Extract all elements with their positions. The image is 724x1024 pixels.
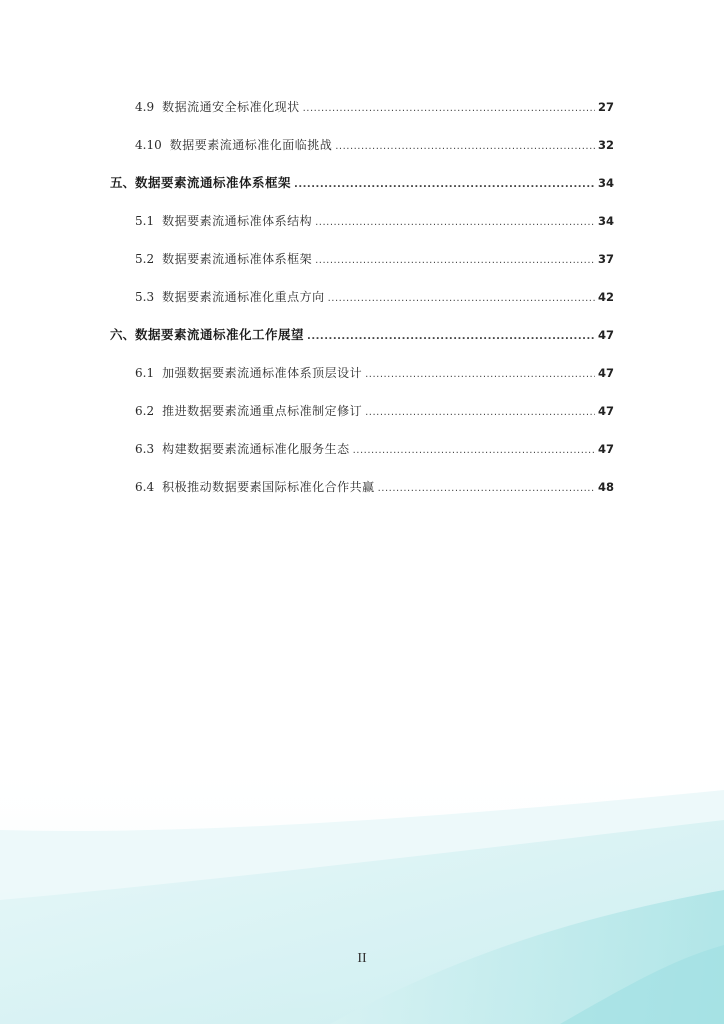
toc-entry-title: 加强数据要素流通标准体系顶层设计 xyxy=(162,366,363,380)
toc-entry-title: 数据流通安全标准化现状 xyxy=(162,100,300,114)
toc-chapter-6[interactable] xyxy=(110,326,614,344)
toc-dot-leader xyxy=(303,100,595,118)
toc-dot-leader xyxy=(353,442,595,460)
toc-entry-5-2[interactable] xyxy=(135,250,614,268)
toc-entry-6-4[interactable] xyxy=(135,478,614,496)
toc-dot-leader xyxy=(315,214,595,232)
toc-entry-page: 48 xyxy=(597,480,614,494)
toc-entry-page: 47 xyxy=(597,328,614,342)
toc-dot-leader xyxy=(307,328,595,346)
toc-entry-number: 6.1 xyxy=(135,366,155,380)
toc-entry-5-3[interactable] xyxy=(135,288,614,306)
toc-entry-number: 4.10 xyxy=(135,138,162,152)
toc-entry-page: 37 xyxy=(597,252,614,266)
toc-entry-page: 47 xyxy=(597,366,614,380)
toc-entry-number: 6.2 xyxy=(135,404,155,418)
toc-dot-leader xyxy=(335,138,595,156)
toc-entry-title: 数据要素流通标准体系结构 xyxy=(162,214,313,228)
toc-entry-number: 六、 xyxy=(110,327,136,342)
toc-entry-title: 数据要素流通标准化工作展望 xyxy=(135,327,305,342)
toc-chapter-5[interactable] xyxy=(110,174,614,192)
toc-entry-number: 五、 xyxy=(110,175,136,190)
toc-entry-number: 6.4 xyxy=(135,480,155,494)
toc-entry-title: 构建数据要素流通标准化服务生态 xyxy=(162,442,350,456)
toc-entry-number: 5.3 xyxy=(135,290,155,304)
toc-dot-leader xyxy=(365,404,595,422)
toc-entry-page: 27 xyxy=(597,100,614,114)
toc-entry-number: 4.9 xyxy=(135,100,155,114)
toc-dot-leader xyxy=(315,252,595,270)
toc-entry-page: 47 xyxy=(597,404,614,418)
toc-entry-6-3[interactable] xyxy=(135,440,614,458)
toc-entry-page: 47 xyxy=(597,442,614,456)
toc-dot-leader xyxy=(294,176,595,194)
toc-entry-page: 34 xyxy=(597,214,614,228)
toc-entry-title: 积极推动数据要素国际标准化合作共赢 xyxy=(162,480,375,494)
toc-entry-title: 数据要素流通标准化重点方向 xyxy=(162,290,325,304)
toc-entry-number: 5.1 xyxy=(135,214,155,228)
toc-entry-5-1[interactable] xyxy=(135,212,614,230)
toc-entry-title: 推进数据要素流通重点标准制定修订 xyxy=(162,404,363,418)
toc-entry-6-2[interactable] xyxy=(135,402,614,420)
toc-entry-title: 数据要素流通标准体系框架 xyxy=(162,252,313,266)
toc-dot-leader xyxy=(328,290,595,308)
toc-entry-4-9[interactable] xyxy=(135,98,614,116)
toc-entry-number: 6.3 xyxy=(135,442,155,456)
toc-dot-leader xyxy=(365,366,595,384)
page-number: II xyxy=(357,951,367,966)
toc-dot-leader xyxy=(378,480,595,498)
toc-entry-title: 数据要素流通标准化面临挑战 xyxy=(169,138,333,152)
toc-entry-6-1[interactable] xyxy=(135,364,614,382)
toc-entry-page: 34 xyxy=(597,176,614,190)
toc-entry-4-10[interactable] xyxy=(135,136,614,154)
toc-entry-page: 32 xyxy=(597,138,614,152)
toc-entry-page: 42 xyxy=(597,290,614,304)
toc-entry-title: 数据要素流通标准体系框架 xyxy=(135,175,292,190)
toc-entry-number: 5.2 xyxy=(135,252,155,266)
